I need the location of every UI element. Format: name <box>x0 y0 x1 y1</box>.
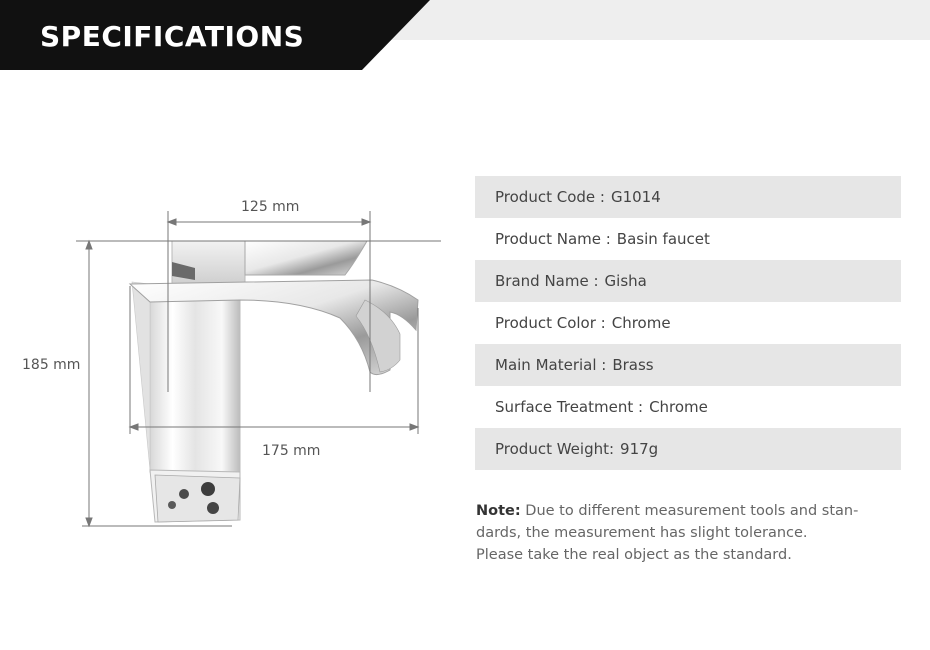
spec-label: Product Name : <box>495 230 611 248</box>
note-text <box>476 500 886 566</box>
spec-value: Gisha <box>604 272 647 290</box>
spec-value: Brass <box>612 356 654 374</box>
spec-row-product-name <box>475 218 901 260</box>
spec-label: Product Code : <box>495 188 605 206</box>
spec-value: 917g <box>620 440 659 458</box>
note-line-2: dards, the measurement has slight tolerance. <box>476 525 808 541</box>
height-label: 185 mm <box>22 357 81 373</box>
spec-label: Surface Treatment : <box>495 398 644 416</box>
note-heading: Note: <box>476 503 521 519</box>
page-title: SPECIFICATIONS <box>40 20 305 53</box>
spec-value: Chrome <box>611 314 671 332</box>
spec-table <box>475 176 901 470</box>
spec-label: Product Weight: <box>495 440 615 458</box>
spec-row-product-code <box>475 176 901 218</box>
spec-label: Main Material : <box>495 356 607 374</box>
width-top-label: 125 mm <box>241 199 300 215</box>
spec-label: Product Color : <box>495 314 606 332</box>
spec-row-brand-name <box>475 260 901 302</box>
spec-row-main-material <box>475 344 901 386</box>
spec-value: Basin faucet <box>616 230 710 248</box>
note-line-1-text: Due to different measurement tools and stan- <box>525 503 859 519</box>
note-line-3: Please take the real object as the standard. <box>476 547 792 563</box>
spec-row-product-color <box>475 302 901 344</box>
spec-value: G1014 <box>610 188 661 206</box>
note-line-1 <box>476 500 886 522</box>
spec-value: Chrome <box>649 398 708 416</box>
spec-row-surface-treatment <box>475 386 901 428</box>
spec-label: Brand Name : <box>495 272 599 290</box>
spec-row-product-weight <box>475 428 901 470</box>
faucet-image <box>130 241 418 522</box>
width-bottom-label: 175 mm <box>262 443 321 459</box>
